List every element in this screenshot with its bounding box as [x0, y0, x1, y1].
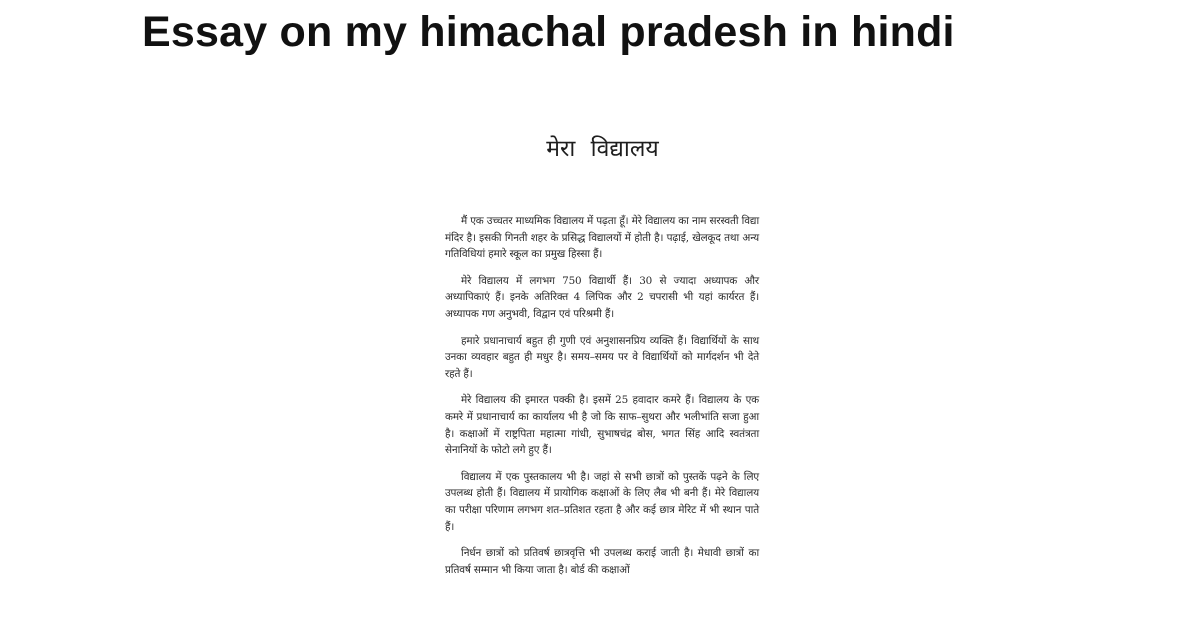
- essay-heading: मेरा विद्यालय: [546, 136, 659, 162]
- essay-body: [445, 213, 759, 588]
- essay-paragraph: विद्यालय में एक पुस्तकालय भी है। जहां से सभी छात्रों को पुस्तकें पढ़ने के लिए उपलब्ध होती हैं। विद्यालय में प्रायोगिक कक्षाओं के लिए लैब भी बनी हैं। मेरे विद्यालय का परीक्षा परिणाम लगभग शत–प्रतिशत रहता है और कई छात्र मेरिट में भी स्थान पाते हैं।: [445, 470, 759, 533]
- bleed-through-text: [520, 89, 770, 129]
- essay-paragraph: मेरे विद्यालय में लगभग 750 विद्यार्थी हैं। 30 से ज्यादा अध्यापक और अध्यापिकाएं हैं। इनके अतिरिक्त 4 लिपिक और 2 चपरासी भी यहां कार्यरत हैं। अध्यापक गण अनुभवी, विद्वान एवं परिश्रमी हैं।: [445, 274, 759, 320]
- essay-paragraph: निर्धन छात्रों को प्रतिवर्ष छात्रवृत्ति भी उपलब्ध कराई जाती है। मेधावी छात्रों का प्रतिवर्ष सम्मान भी किया जाता है। बोर्ड की कक्षाओं: [445, 547, 759, 576]
- page-title: Essay on my himachal pradesh in hindi: [142, 8, 955, 56]
- essay-paragraph: मैं एक उच्चतर माध्यमिक विद्यालय में पढ़ता हूँ। मेरे विद्यालय का नाम सरस्वती विद्या मंदिर है। इसकी गिनती शहर के प्रसिद्ध विद्यालयों में होती है। पढ़ाई, खेलकूद तथा अन्य गतिविधियां हमारे स्कूल का प्रमुख हिस्सा हैं।: [445, 215, 759, 261]
- essay-paragraph: हमारे प्रधानाचार्य बहुत ही गुणी एवं अनुशासनप्रिय व्यक्ति हैं। विद्यार्थियों के साथ उनका व्यवहार बहुत ही मधुर है। समय–समय पर वे विद्यार्थियों को मार्गदर्शन भी देते रहते हैं।: [445, 334, 759, 380]
- essay-scan-image: [415, 75, 790, 630]
- essay-paragraph: मेरे विद्यालय की इमारत पक्की है। इसमें 25 हवादार कमरे हैं। विद्यालय के एक कमरे में प्रधानाचार्य का कार्यालय भी है जो कि साफ–सुथरा और भलीभांति सजा हुआ है। कक्षाओं में राष्ट्रपिता महात्मा गांधी, सुभाषचंद्र बोस, भगत सिंह आदि स्वतंत्रता सेनानियों के फोटो लगे हुए हैं।: [445, 394, 759, 457]
